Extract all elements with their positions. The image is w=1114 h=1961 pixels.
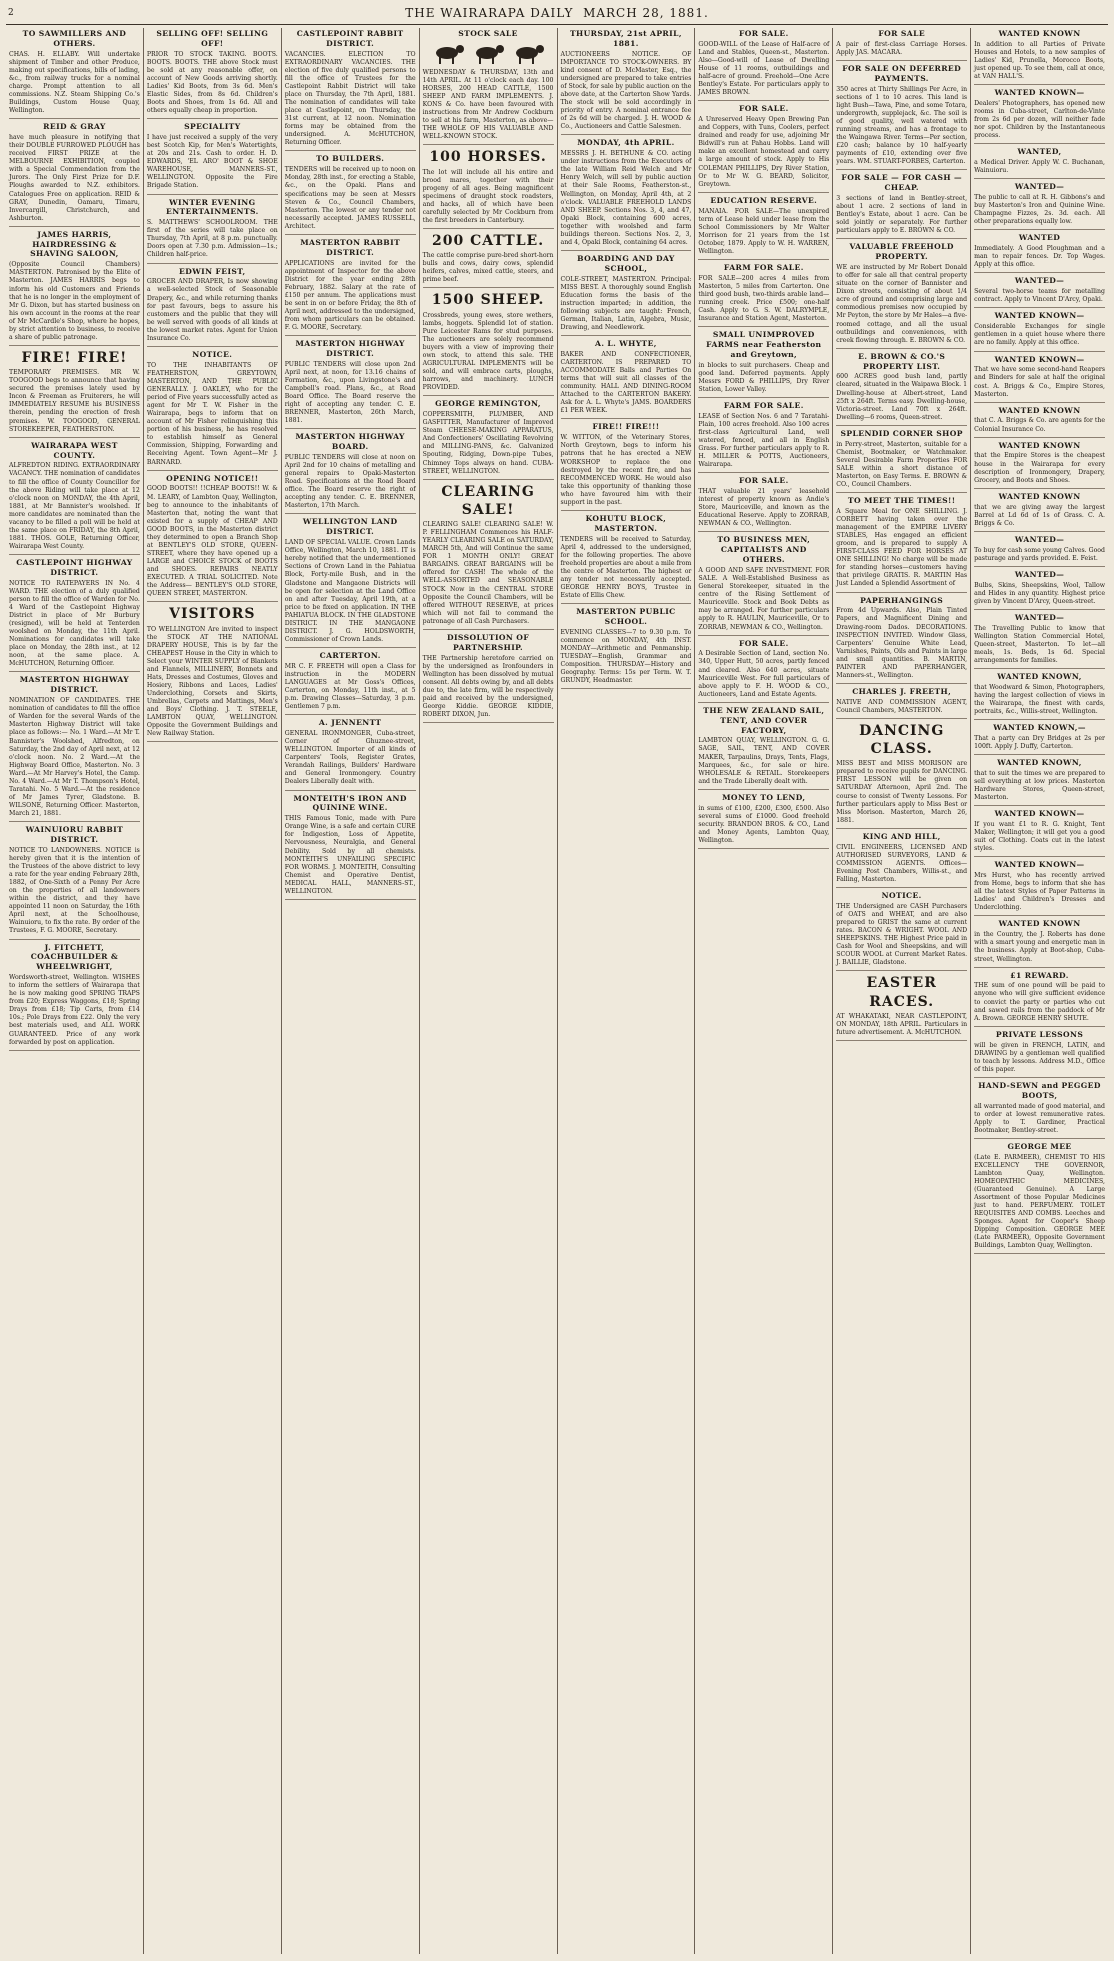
ad-heading: WAINUIORU RABBIT DISTRICT. (25, 825, 124, 844)
ad-heading: THURSDAY, 21st APRIL, 1881. (569, 29, 682, 48)
ad-body: that to suit the times we are prepared to sell everything at low prices. Masterton Hardware Stores, Queen-street, Masterton. (974, 769, 1105, 802)
ad-heading: FOR SALE. (738, 638, 789, 648)
horse-icon (431, 41, 465, 65)
ad-heading: WANTED— (1014, 276, 1065, 286)
ad-body: (Opposite Council Chambers) MASTERTON. Patronised by the Elite of Masterton. JAMES HARRIS begs to inform his old Customers and Friends that he is no longer in the employment of Mr G. Dixon, but has started business on his own account in the rooms at the rear of Mr McCardle's Shop, where he hopes, by strict attention to business, to receive a share of public patronage. (9, 261, 140, 341)
ad-heading: CASTLEPOINT HIGHWAY DISTRICT. (16, 558, 133, 577)
ad-body: THE Undersigned are CASH Purchasers of OATS and WHEAT, and are also prepared to GRIST the same at current rates. BACON & WRIGHT. WOOL AND SHEEPSKINS. THE Highest Price paid in Cash for Wool and Sheepskins, and will SCOUR WOOL at Current Market Rates. J. BAILLIE, Gladstone. (836, 902, 968, 967)
ad-body: that we are giving away the largest Barrel at Ld 6d of 1s of Grass. C. A. Briggs & Co. (974, 503, 1105, 527)
ad-heading: WANTED KNOWN (998, 29, 1081, 38)
advertisement (561, 607, 692, 689)
advertisement (285, 432, 416, 514)
ad-body: NOMINATION OF CANDIDATES. THE nomination of candidates to fill the office of Warden for the several Wards of the Masterton Highway District will take place as follows:— No. 1 Ward.—At Mr T. Bannister's Woolshed, Alfredton, on Saturday, the 2nd day of April next, at 12 o'clock noon. No. 2 Ward.—At the Highway Board Office, Masterton. No. 3 Ward.—At Mr Harvey's Hotel, the Camp. No. 4 Ward.—At Mr T. Thompson's Hotel, Taratahi. No. 5 Ward.—At the residence of Mr James Tyrer, Gladstone. B. WILSONE, Returning Officer. Masterton, March 21, 1881. (9, 697, 140, 818)
advertisement (974, 1030, 1105, 1078)
masthead (0, 4, 1114, 24)
ad-heading: FOR SALE ON DEFERRED PAYMENTS. (842, 63, 962, 83)
ad-heading: CHARLES J. FREETH, (852, 686, 952, 696)
ad-heading: WINTER EVENING ENTERTAINMENTS. (166, 197, 259, 217)
ad-heading: OPENING NOTICE!! (166, 473, 259, 483)
page-number: 2 (8, 8, 14, 18)
ad-body: have much pleasure in notifying that their DOUBLE FURROWED PLOUGH has received FIRST PRIZE at the MELBOURNE EXHIBITION, coupled with a Special Commendation from the Jurors. The Only First Prize for D.F. Ploughs awarded to N.Z. exhibitors. Catalogues Free on application. REID & GRAY, Dunedin, Oamaru, Timaru, Invercargill, Christchurch, and Ashburton. (9, 134, 140, 222)
advertisement (285, 154, 416, 234)
ad-heading: A. L. WHYTE, (595, 339, 657, 349)
ad-heading: FARM FOR SALE. (723, 262, 804, 272)
column-1 (6, 28, 144, 1954)
ad-body: Dealers' Photographers, has opened new rooms in Cuba-street, Carlton-de-Vinte from 2s 6d per dozen, will neither fade nor spot. Children by the Instantaneous process. (974, 100, 1105, 140)
column-8 (971, 28, 1108, 1954)
ad-body: 3 sections of land in Bentley-street, about 1 acre. 2 sections of land in Bentley's Estate, about 1 acre. Can be sold jointly or separately. For further particulars apply to E. BROWN & CO. (836, 195, 968, 235)
ad-body: MR C. F. FREETH will open a Class for instruction in the MODERN LANGUAGES at Mr Goss's Offices, Carterton, on Monday, 11th inst., at 5 p.m. Drawing Classes—Saturday, 3 p.m. Gentlemen 7 p.m. (284, 662, 416, 711)
advertisement (698, 29, 829, 101)
advertisement (974, 723, 1105, 755)
ad-heading: WANTED KNOWN— (994, 354, 1085, 364)
ad-heading: WANTED KNOWN (998, 919, 1081, 929)
ad-body: A GOOD AND SAFE INVESTMENT. FOR SALE. A Well-Established Business as General Storekeeper, situated in the centre of the Rising Settlement of Mauriceville. Stock and Book Debts as may be arranged. For further particulars apply to R. HAULIN, Mauriceville, Or to ZORRAB, NEWMAN & CO., Wellington. (698, 567, 830, 631)
advertisement (698, 706, 829, 790)
ad-heading: WANTED (1018, 233, 1061, 243)
ad-heading: WANTED KNOWN (998, 440, 1081, 450)
advertisement (147, 122, 278, 194)
advertisement (974, 1081, 1105, 1139)
column-6 (695, 28, 833, 1954)
advertisement (698, 793, 829, 849)
ad-body: From 4d Upwards. Also, Plain Tinted Papers, and Magnificent Dining and Drawing-room Dados. DECORATIONS. INSPECTION INVITED. Window Glass, Carpenters' Genuine White Lead, Varnishes, Paints, Oils and Paints in large and small quantities. B. MARTIN, PAINTER AND PAPERHANGER, Manners-st., Wellington. (836, 607, 968, 679)
advertisement (561, 29, 692, 135)
advertisement (423, 399, 554, 479)
ad-body: MISS BEST and MISS MORISON are prepared to receive pupils for DANCING. FIRST LESSON will be given on SATURDAY Afternoon, April 2nd. The course to consist of Twenty Lessons. For further particulars apply to Miss Best or Miss Morison. Masterton, March 26, 1881. (836, 760, 968, 824)
ad-body: Wordsworth-street, Wellington. WISHES to inform the settlers of Wairarapa that he is now making good SPRING TRAPS from £20; Express Waggons, £18; Spring Drays from £18; Tip Carts, from £14 10s.; Pole Drays from £22. Only the very best materials used, and ALL WORK GUARANTEED. Price of any work forwarded by post on application. (9, 974, 140, 1046)
advertisement (147, 474, 278, 603)
advertisement (974, 29, 1105, 85)
ad-body: a Medical Driver. Apply W. C. Buchanan, Wainuioru. (974, 159, 1105, 175)
advertisement (974, 182, 1105, 230)
ad-heading: FOR SALE. (738, 476, 789, 486)
advertisement (836, 832, 967, 888)
ad-body: S. MATTHEWS' SCHOOLROOM. THE first of the series will take place on Thursday, 7th April, at 8 p.m. punctually. Doors open at 7.30 p.m. Admission—1s.; Children half-price. (146, 219, 278, 259)
ad-heading: NOTICE. (192, 349, 233, 359)
ad-body: THIS Famous Tonic, made with Pure Orange Wine, is a safe and certain CURE for Indigestion, Loss of Appetite, Nervousness, Neuralgia, and General Debility. Sold by all chemists. MONTEITH'S UNFAILING SPECIFIC FOR WORMS. J. MONTEITH, Consulting Chemist and Operative Dentist, MEDICAL HALL, MANNERS-ST., WELLINGTON. (284, 815, 416, 895)
ad-heading: FIRE!! FIRE!!! (592, 422, 660, 432)
ad-heading: CARTERTON. (319, 651, 381, 661)
ad-heading: WANTED KNOWN, (997, 758, 1082, 768)
advertisement (561, 339, 692, 419)
ad-body: A Square Meal for ONE SHILLING. J. CORBETT having taken over the management of the EMPIRE LIVERY STABLES, Has engaged an efficient groom, and is prepared to supply A FIRST-CLASS FEED FOR HORSES AT ONE SHILLING! No charge will be made for standing horses—customers having that privilege GRATIS. R. MARTIN Has Just Landed a Splendid Assortment of (836, 507, 968, 588)
ad-heading: HAND-SEWN and PEGGED BOOTS, (978, 1080, 1101, 1100)
advertisement (147, 350, 278, 471)
advertisement (285, 238, 416, 336)
ad-heading: PRIVATE LESSONS (995, 1029, 1084, 1039)
ad-body: The public to call at R. H. Gibbons's and buy Masterton's Iron and Quinine Wine. Champagne Fizzes, 2s. 3d. each. All other preparations equally low. (974, 194, 1105, 226)
bull-icon (471, 41, 505, 65)
ad-body: The cattle comprise pure-bred short-horn bulls and cows, dairy cows, splendid heifers, calves, mixed cattle, steers, and prime beef. (422, 252, 554, 284)
advertisement (974, 147, 1105, 179)
advertisement (9, 943, 140, 1051)
advertisement (836, 496, 967, 592)
ad-body: WE are instructed by Mr Robert Donald to offer for sale all that central property situate on the corner of Bannister and Dixon streets, consisting of about 1/4 acre of ground and comprising large and commodious premises now occupied by Mr Peyton, the store by Mr Hales—a five-roomed cottage, and all the usual outbuildings and conveniences, with creek flowing through. E. BROWN & CO. (836, 264, 968, 344)
ad-heading: FOR SALE (878, 29, 926, 38)
ad-body: WEDNESDAY & THURSDAY, 13th and 14th APRIL. At 11 o'clock each day. 100 HORSES, 200 HEAD CATTLE, 1500 SHEEP AND FARM IMPLEMENTS. J. KONS & Co. have been favoured with instructions from Mr Andrew Cockburn to sell at his farm, Masterton, as above— THE WHOLE OF HIS VALUABLE AND WELL-KNOWN STOCK. (422, 68, 554, 141)
ad-body: MANAIA. FOR SALE—The unexpired term of Lease held under lease from the School Commissioners by Mr Walter Morrison for 21 years from the 1st October, 1879. Apply to W. H. WARREN, Wellington. (698, 207, 830, 255)
advertisement (561, 422, 692, 510)
advertisement (285, 29, 416, 151)
ad-body: In addition to all Parties of Private Houses and Hotels, to a new samples of Ladies' Kid, Prunella, Morocco Boots, just opened up. To see them, call at once, at VAN HALL'S. (974, 40, 1105, 81)
column-7 (833, 28, 971, 1954)
ad-body: MESSRS J. H. BETHUNE & CO. acting under instructions from the Executors of the late William Reid Welch and Mr Henry Welch, will sell by public auction at their Sale Rooms, Featherston-st., Wellington, on Monday, April 4th, at 2 o'clock. VALUABLE FREEHOLD LANDS AND SHEEP. Sections Nos. 3, 4, and 47, Opaki Block, containing 600 acres, together with woolshed and farm buildings thereon. Sections Nos. 2, 3, and 4, Opaki Block, containing 64 acres. (560, 150, 692, 246)
ad-body: AUCTIONEERS NOTICE. OF IMPORTANCE TO STOCK-OWNERS. BY kind consent of D. McMaster, Esq., the undersigned are prepared to take entries of Stock, for sale by public auction on the above date, at the Carterton Show Yards. The stock will be sold accordingly in priority of entry. A nominal entrance fee of 2s 6d will be charged. J. H. WOOD & Co., Auctioneers and Cattle Salesmen. (560, 50, 692, 131)
ad-heading: WAIRARAPA WEST COUNTY. (31, 440, 118, 460)
ad-body: PRIOR TO STOCK TAKING. BOOTS. BOOTS. BOOTS. THE above Stock must be sold at any reasonable offer, on account of New Goods arriving shortly. Ladies' Kid Boots, from 3s 6d. Men's Elastic Sides, from 8s 6d. Children's Boots and Shoes, from 1s 6d. All and others equally cheap in proportion. (146, 50, 278, 115)
ad-body: Bulbs, Skins, Sheepskins, Wool, Tallow and Hides in any quantity. Highest price given by Vincent D'Arcy, Queen-street. (974, 581, 1105, 605)
ad-heading: WANTED KNOWN (998, 405, 1081, 415)
ad-heading: VALUABLE FREEHOLD PROPERTY. (849, 242, 954, 262)
ad-body: NOTICE TO LANDOWNERS. NOTICE is hereby given that it is the intention of the Trustees of the above district to levy a rate for the year ending February 28th, 1882, of One-Sixth of a Penny Per Acre on the properties of all landowners within the district, and they have appointed 11 noon on Saturday, the 16th April next, at the Schoolhouse, Wainuioru, to fix the rate. By order of the Trustees, F. G. MOORE, Secretary. (9, 846, 140, 935)
ad-heading: EDWIN FEIST, (179, 266, 246, 276)
ad-heading: EDUCATION RESERVE. (710, 195, 818, 205)
advertisement (836, 596, 967, 684)
ad-body: EVENING CLASSES—7 to 9.30 p.m. To commence on MONDAY, 4th INST. MONDAY—Arithmetic and Penmanship. TUESDAY—English, Grammar and Composition. THURSDAY—History and Geography. Terms: 15s per Term. W. T. GRUNDY, Headmaster. (560, 628, 692, 685)
ad-body: W. WITTON, of the Veterinary Stores, North Greytown, begs to inform his patrons that he has erected a NEW WORKSHOP to replace the one destroyed by the recent fire, and has RECOMMENCED WORK. He would also take this opportunity of thanking those who have favoured him with their support in the past. (560, 434, 692, 506)
ad-heading: MASTERTON HIGHWAY DISTRICT. (19, 675, 130, 695)
advertisement (836, 173, 967, 239)
advertisement (974, 535, 1105, 567)
ad-body: Mrs Hurst, who has recently arrived from Home, begs to inform that she has all the latest Styles of Paper Patterns in Ladies' and Children's Dresses and Underclothing. (974, 872, 1105, 912)
ad-body: Crossbreds, young ewes, store wethers, lambs, hoggets. Splendid lot of station. Pure Leicester Rams for stud purposes. The auctioneers are solely recommend buyers with a view of improving their own stock, to attend this sale. THE AGRICULTURAL IMPLEMENTS will be sold, and will embrace carts, ploughs, harrows, and machinery. LUNCH PROVIDED. (422, 311, 554, 392)
advertisement (974, 492, 1105, 532)
advertisement (974, 311, 1105, 351)
ad-body: TEMPORARY PREMISES. MR W. TOOGOOD begs to announce that having secured the premises lately used by Incon & Freeman as Fruiterers, he will IMMEDIATELY RESUME his BUSINESS therein, pending the erection of fresh premises. W. TOOGOOD, GENERAL STOREKEEPER, FEATHERSTON. (9, 369, 140, 433)
columns (6, 28, 1108, 1954)
ad-heading: 100 HORSES. (429, 149, 547, 166)
ad-body: LEASE of Section Nos. 6 and 7 Taratahi-Plain, 100 acres freehold. Also 100 acres first-class Agricultural Land, well watered, fenced, and all in English Grass. For further particulars apply to R. H. MILLER & POTTS, Auctioneers, Wairarapa. (698, 412, 830, 469)
advertisement (836, 242, 967, 348)
advertisement (285, 339, 416, 429)
ad-body: VACANCIES. ELECTION TO EXTRAORDINARY VACANCIES. THE election of five duly qualified persons to fill the office of Trustees for the Castlepoint Rabbit District will take place on Thursday, the 7th April, 1881. The nomination of candidates will take place at Castlepoint, on Thursday, the 31st current, at 12 noon. Nomination forms may be obtained from the undersigned. A. McHUTCHON, Returning Officer. (284, 50, 416, 147)
ad-heading: VISITORS (169, 606, 256, 623)
ad-body: Considerable Exchanges for single gentlemen in a quiet house where there are no family. Apply at this office. (974, 323, 1105, 347)
advertisement (9, 29, 140, 119)
ad-heading: STOCK SALE (458, 29, 518, 38)
ad-body: APPLICATIONS are invited for the appointment of Inspector for the above District for the year ending 28th February, 1882. Salary at the rate of £150 per annum. The applications must be sent in on or before Friday, the 8th of April next, addressed to the undersigned, from whom particulars can be obtained. F. G. MOORE, Secretary. (284, 259, 416, 332)
ad-body: will be given in FRENCH, LATIN, and DRAWING by a gentleman well qualified to teach by lessons. Address M.D., Office of this paper. (974, 1041, 1105, 1073)
ad-heading: DANCING CLASS. (859, 722, 945, 758)
ad-body: BAKER AND CONFECTIONER, CARTERTON. IS PREPARED TO ACCOMMODATE Balls and Parties On terms that will suit all classes of the community. HALL AND DINING-ROOM Attached to the CARTERTON BAKERY. Ask for A. L. Whyte's JAMS. BOARDERS £1 PER WEEK. (560, 350, 692, 415)
advertisement (974, 355, 1105, 403)
ad-heading: GEORGE REMINGTON, (435, 399, 541, 409)
ad-body: ALFREDTON RIDING. EXTRAORDINARY VACANCY. THE nomination of candidates to fill the office of County Councillor for the above Riding will take place at 12 o'clock noon on MONDAY, the 4th April, 1881, at Mr Bannister's woolshed. If more candidates are nominated than the vacancy to be filled a poll will be held at the same place on FRIDAY, the 8th April, 1881. THOS. GOLE, Returning Officer, Wairarapa West County. (9, 462, 140, 550)
advertisement (974, 406, 1105, 438)
ad-heading: REID & GRAY (43, 122, 106, 132)
advertisement (423, 291, 554, 396)
issue-date: MARCH 28, 1881. (583, 6, 709, 20)
ad-body: COPPERSMITH, PLUMBER, AND GASFITTER, Manufacturer of Improved Steam CHEESE-MAKING APPARATUS, And Confectioners' Oscillating Revolving and MILLING-PANS, &c. Galvanized Spouting, Ridging, Down-pipe Tubes, Chimney Tops always on hand. CUBA-STREET, WELLINGTON. (422, 411, 554, 475)
ad-heading: KOHUTU BLOCK, MASTERTON. (585, 513, 667, 533)
ad-body: GOOD BOOTS!! !!CHEAP BOOTS!! W. & M. LEARY, of Lambton Quay, Wellington, beg to announce to the inhabitants of Masterton that, noting the want that existed for a supply of CHEAP AND GOOD BOOTS, in the Masterton district they determined to open a Branch Shop at BENTLEY'S OLD STORE, QUEEN-STREET, where they have opened up a LARGE and CHOICE STOCK of BOOTS and SHOES. REPAIRS NEATLY EXECUTED. A TRIAL SOLICITED. Note the Address— BENTLEY'S OLD STORE, QUEEN STREET, MASTERTON. (146, 485, 278, 598)
ad-heading: 1500 SHEEP. (431, 292, 545, 309)
advertisement (9, 441, 140, 555)
ad-heading: WANTED, (1017, 147, 1062, 157)
ad-body: That we have some second-hand Reapers and Binders for sale at half the original cost. A. Briggs & Co., Empire Stores, Masterton. (974, 366, 1105, 398)
advertisement (698, 476, 829, 532)
ad-heading: WANTED KNOWN, (997, 671, 1082, 681)
ad-heading: SPECIALITY (184, 122, 241, 132)
ad-body: If you want £1 to R. G. Knight, Tent Maker, Wellington; it will get you a good suit of Clothing. Coats cut in the latest styles. (974, 821, 1105, 853)
ad-heading: WANTED KNOWN— (994, 88, 1085, 98)
ad-heading: MONDAY, 4th APRIL. (577, 138, 675, 148)
ad-heading: DISSOLUTION OF PARTNERSHIP. (447, 632, 530, 652)
ad-body: 350 acres at Thirty Shillings Per Acre, in sections of 1 to 10 acres. This land is light Bush—Tawa, Pine, and some Totara, undergrowth, supplejack, &c. The soil is of good quality, well watered with running streams, and has a frontage to the Waingawa River. Terms—Per section, £20 cash; balance by 10 half-yearly payments of £10, extending over five years. WM. STUART-FORBES, Carterton. (836, 85, 968, 166)
newspaper-title: THE WAIRARAPA DAILY MARCH 28, 1881. (405, 6, 709, 20)
advertisement (147, 198, 278, 264)
advertisement (9, 558, 140, 672)
ad-body: To buy for cash some young Calves. Good pasturage and yards provided. E. Feist. (974, 546, 1105, 562)
ad-body: that C. A. Briggs & Co. are agents for the Colonial Insurance Co. (974, 417, 1105, 433)
advertisement (423, 483, 554, 630)
ad-heading: £1 REWARD. (1010, 970, 1069, 980)
advertisement (9, 675, 140, 822)
advertisement (698, 639, 829, 703)
ad-body: that Woodward & Simon, Photographers, having the largest collection of views in the Wairarapa, the finest with cards, portraits, &c., Willis-street, Wellington. (974, 683, 1105, 716)
advertisement (561, 514, 692, 604)
advertisement (147, 605, 278, 742)
ad-heading: JAMES HARRIS, HAIRDRESSING & SHAVING SALOON, (30, 229, 119, 259)
ad-heading: MASTERTON HIGHWAY BOARD. (295, 432, 405, 452)
ad-body: GENERAL IRONMONGER, Cuba-street, Corner of Ghuznee-street, WELLINGTON. Importer of all kinds of Carpenters' Tools, Register Grates, Verandah Railings, Builders' Hardware and General Ironmongery. Country Dealers Liberally dealt with. (284, 730, 416, 786)
column-2 (144, 28, 282, 1954)
advertisement (836, 891, 967, 971)
ad-body: CHAS. H. ELLABY. Will undertake shipment of Timber and other Produce, making out specifications, bills of lading, &c., from railway trucks for a nominal charge. Prompt attention to all commissions. N.Z. Steam Shipping Co.'s Buildings, Custom House Quay, Wellington. (9, 50, 140, 115)
ad-heading: WANTED KNOWN— (994, 809, 1085, 819)
advertisement (836, 429, 967, 493)
ad-heading: FIRE! FIRE! (21, 349, 128, 366)
ad-body: TO WELLINGTON Are invited to inspect the STOCK AT THE NATIONAL DRAPERY HOUSE, This is by far the CHEAPEST House in the City in which to Select your WINTER SUPPLY of Blankets and Flannels, MILLINERY, Bonnets and Hats, Dresses and Costumes, Gloves and Hosiery, Ribbons and Laces, Ladies' Underclothing, Corsets and Skirts, Umbrellas, Carpets and Mattings, Men's and Boys' Clothing. J. T. STEELE, LAMBTON QUAY, WELLINGTON. Opposite the Government Buildings and New Railway Station. (146, 625, 278, 738)
advertisement (974, 570, 1105, 610)
advertisement (561, 254, 692, 336)
ad-body: COLE-STREET, MASTERTON. Principal: MISS BEST. A thoroughly sound English Education forms the basis of the instruction imparted; in addition, the following subjects are taught: French, German, Italian, Latin, Algebra, Music, Drawing, and Needlework. (560, 275, 692, 332)
advertisement (698, 263, 829, 327)
advertisement (698, 535, 829, 635)
ad-heading: MONEY TO LEND, (722, 792, 806, 802)
advertisement (974, 672, 1105, 720)
ad-heading: J. FITCHETT, COACHBUILDER & WHEELWRIGHT, (30, 942, 119, 972)
masthead-rule (6, 24, 1108, 25)
ram-icon (511, 41, 545, 65)
advertisement (285, 651, 416, 715)
ad-body: in the Country, the J. Roberts has done with a smart young and energetic man in the business. Apply at Boot-shop, Cuba-street, Wellington. (974, 931, 1105, 963)
advertisement (974, 860, 1105, 916)
advertisement (9, 122, 140, 227)
ad-body: A pair of first-class Carriage Horses. Apply JAS. MACARA. (836, 40, 968, 56)
advertisement (974, 971, 1105, 1027)
ad-heading: A. JENNENTT (318, 718, 382, 728)
ad-body: A Desirable Section of Land, section No. 340, Upper Hutt, 50 acres, partly fenced and cleared. Also 640 acres, situate Mauriceville West. For full particulars of above apply to F. H. WOOD & CO., Auctioneers, Land and Estate Agents. (698, 650, 830, 698)
ad-body: NATIVE AND COMMISSION AGENT, Council Chambers, MASTERTON. (836, 698, 968, 714)
ad-body: I have just received a supply of the very best Scotch Kip, for Men's Watertights, at 20s and 21s. Cash to order. H. D. EDWARDS, 'EL ARO' BOOT & SHOE WAREHOUSE, MANNERS-ST., WELLINGTON. Opposite the Fire Brigade Station. (146, 134, 278, 190)
ad-heading: WANTED— (1014, 612, 1065, 622)
ad-body: (Late E. PARMEER), CHEMIST TO HIS EXCELLENCY THE GOVERNOR, Lambton Quay, Wellington. HOMEOPATHIC MEDICINES, (Guaranteed Genuine). A Large Assortment of those Popular Medicines just to hand. PERFUMERY. TOILET REQUISITES AND COMBS. Leeches and Sponges. Agent for Cooper's Sheep Dipping Composition. GEORGE MEE (Late PARMEER), Opposite Government Buildings, Lambton Quay, Wellington. (974, 1153, 1105, 1250)
advertisement (836, 352, 967, 426)
advertisement (285, 517, 416, 648)
ad-heading: SMALL UNIMPROVED FARMS near Featherston and Greytown, (706, 330, 822, 359)
ad-body: that the Empire Stores is the cheapest house in the Wairarapa for every description of Ironmongery, Drapery, Grocery, and Boots and Shoes. (974, 452, 1105, 484)
advertisement (423, 633, 554, 723)
advertisement (836, 722, 967, 829)
advertisement (698, 401, 829, 473)
ad-body: AT WHAKATAKI, NEAR CASTLEPOINT, ON MONDAY, 18th APRIL. Particulars in future advertisement. A. McHUTCHON. (836, 1012, 968, 1036)
advertisement (698, 330, 829, 398)
advertisement (836, 64, 967, 170)
ad-body: A Unreserved Heavy Open Brewing Pan and Coppers, with Tuns, Coolers, perfect drained and ready for use, adjoining Mr Bidwill's run at Pahau Hobbs. Land will make an excellent homestead and carry a large amount of stock. Apply to His COLEMAN PHILLIPS, Dry River Station, Or to Mr W. G. BEARD, Solicitor, Greytown. (698, 116, 830, 188)
advertisement (9, 349, 140, 438)
advertisement (974, 441, 1105, 489)
ad-body: all warranted made of good material, and to order at lowest remunerative rates. Apply to T. Gardiner, Practical Bootmaker, Bentley-street. (974, 1102, 1105, 1134)
ad-body: NOTICE TO RATEPAYERS IN No. 4 WARD. THE election of a duly qualified person to fill the office of Warden for No. 4 Ward of the Castlepoint Highway District in place of Mr Burbury (resigned), will be held at Tenterden woolshed on Monday, the 11th April. Nominations for candidates will take place on Monday, the 28th inst., at 12 noon, at the same place. A. McHUTCHON, Returning Officer. (9, 579, 140, 668)
ad-heading: WANTED KNOWN (998, 491, 1081, 501)
advertisement (974, 88, 1105, 144)
ad-body: That a party can Dry Bridges at 2s per 100ft. Apply J. Duffy, Carterton. (974, 734, 1105, 750)
advertisement (9, 230, 140, 346)
advertisement (423, 148, 554, 229)
livestock-engraving (423, 41, 554, 67)
ad-heading: WANTED— (1014, 182, 1065, 192)
advertisement (974, 613, 1105, 669)
ad-body: GROCER AND DRAPER, Is now showing a well-selected Stock of Seasonable Drapery, &c., and while returning thanks for past favours, begs to assure his customers and the public that they will be well served with goods of all kinds at the lowest market rates. Agent for Union Insurance Co. (146, 278, 278, 342)
ad-body: LAMBTON QUAY, WELLINGTON. G. G. SAGE, SAIL, TENT, AND COVER MAKER, Tarpaulins, Drays, Tents, Flags, Marquees, &c., for sale or hire. WHOLESALE & RETAIL. Storekeepers and the Trade Liberally dealt with. (698, 737, 830, 785)
ad-heading: FOR SALE — FOR CASH — CHEAP. (841, 173, 962, 193)
ad-body: PUBLIC TENDERS will close at noon on April 2nd for 10 chains of metalling and general repairs to Opaki-Masterton Road. Specifications at the Road Board office. The Board reserve the right of accepting any tender. C. E. BRENNER, Masterton, 17th March. (284, 454, 416, 510)
ad-heading: GEORGE MEE (1007, 1141, 1072, 1151)
ad-heading: WANTED KNOWN— (994, 311, 1085, 321)
ad-body: in Perry-street, Masterton, suitable for a Chemist, Bootmaker, or Watchmaker. Several Desirable Farm Properties FOR SALE within a short distance of Masterton, on Easy Terms. E. BROWN & CO., Council Chambers. (836, 440, 968, 488)
ad-heading: CASTLEPOINT RABBIT DISTRICT. (296, 29, 404, 48)
ad-body: GOOD-WILL of the Lease of Half-acre of Land and Stables, Queen-st., Masterton. Also—Good-will of Lease of Dwelling House of 11 rooms, outbuildings and half-acre of ground. Freehold—One Acre Bentley's Estate. For particulars apply to JAMES BROWN. (698, 40, 830, 97)
ad-heading: SELLING OFF! SELLING OFF! (156, 29, 269, 48)
ad-body: 600 ACRES good bush land, partly cleared, situated in the Waipawa Block. 1 Dwelling-house at Albert-street, Land 25ft x 264ft. Terms easy. Dwelling-house, Victoria-street. Land 70ft x 264ft. Dwelling—6 rooms, Queen-street. (836, 373, 968, 421)
ad-body: Several two-horse teams for metalling contract. Apply to Vincent D'Arcy, Opaki. (974, 288, 1105, 304)
ad-body: The lot will include all his entire and brood mares, together with their progeny of all ages. Being magnificent specimens of draught stock roadsters, and hacks, all of which have been carefully selected by Mr Cockburn from the first breeders in Canterbury. (422, 168, 554, 224)
ad-heading: BOARDING AND DAY SCHOOL, (577, 253, 675, 273)
ad-heading: WELLINGTON LAND DISTRICT. (302, 517, 398, 537)
ad-body: THE Partnership heretofore carried on by the undersigned as Ironfounders in Wellington has been dissolved by mutual consent. All debts owing by, and all debts due to, the late firm, will be respectively paid and received by the undersigned, George Kiddie. GEORGE KIDDIE, ROBERT DIXON, Jun. (422, 654, 554, 718)
advertisement (974, 276, 1105, 308)
advertisement (423, 232, 554, 288)
advertisement (698, 104, 829, 192)
ad-heading: MASTERTON PUBLIC SCHOOL. (576, 607, 676, 626)
ad-heading: WANTED KNOWN,— (993, 723, 1086, 733)
ad-heading: WANTED— (1014, 569, 1065, 579)
ad-heading: WANTED— (1014, 534, 1065, 544)
ad-body: LAND OF SPECIAL VALUE. Crown Lands Office, Wellington, March 10, 1881. IT is hereby notified that the undermentioned Sections of Crown Land in the Pahiatua Block, Forty-mile Bush, and in the Gladstone and Mangaone Districts will be open for selection at the Land Office on and after Tuesday, April 19th, at a price to be fixed on application. IN THE PAHIATUA BLOCK. IN THE GLADSTONE DISTRICT. IN THE MANGAONE DISTRICT. J. G. HOLDSWORTH, Commissioner of Crown Lands. (284, 539, 416, 643)
ad-body: CLEARING SALE! CLEARING SALE! W. P. FELLINGHAM Commences his HALF-YEARLY CLEARING SALE on SATURDAY, MARCH 5th, And will Continue the same FOR 1 MONTH ONLY! GREAT BARGAINS. GREAT BARGAINS will be offered for CASH! The whole of the WELL-ASSORTED and SEASONABLE STOCK Now in the CENTRAL STORE Opposite the Council Chambers, will be offered WITHOUT RESERVE, at prices which will not fail to command the patronage of all Cash Purchasers. (422, 521, 554, 625)
ad-heading: CLEARING SALE! (441, 483, 535, 518)
ad-heading: SPLENDID CORNER SHOP (840, 428, 963, 438)
ad-body: FOR SALE—200 acres 4 miles from Masterton, 5 miles from Carterton. One third good bush, two-thirds arable land—running creek. Price £500; one-half Cash. Apply to G. S. W. DALRYMPLE, Insurance and Station Agent, Masterton. (698, 274, 830, 323)
ad-heading: TO BUSINESS MEN, CAPITALISTS AND OTHERS. (717, 535, 811, 565)
advertisement (147, 267, 278, 347)
advertisement (974, 233, 1105, 273)
ad-body: CIVIL ENGINEERS, LICENSED AND AUTHORISED SURVEYORS, LAND & COMMISSION AGENTS. Offices—Evening Post Chambers, Willis-st., and Falling, Masterton. (836, 843, 968, 883)
ad-heading: MASTERTON HIGHWAY DISTRICT. (295, 339, 405, 358)
advertisement (974, 1142, 1105, 1255)
advertisement (698, 196, 829, 260)
column-4 (420, 28, 558, 1954)
advertisement (561, 138, 692, 251)
advertisement (836, 687, 967, 719)
ad-body: THAT valuable 21 years' leasehold interest of property known as Andie's Store, Mauriceville, and known as the Educational Reserve. Apply to ZORRAB, NEWMAN & CO., Wellington. (698, 488, 830, 528)
ad-heading: FOR SALE. (738, 29, 789, 38)
advertisement (836, 974, 967, 1041)
ad-body: TENDERS will be received to Saturday, April 4, addressed to the undersigned, for the following properties. The above freehold properties are about a mile from the centre of Masterton. The highest or any tender not necessarily accepted. GEORGE HENRY BOYS, Trustee in Estate of Ellis Chew. (560, 535, 692, 600)
ad-heading: 200 CATTLE. (432, 233, 545, 250)
ad-body: THE sum of one pound will be paid to anyone who will give sufficient evidence to convict the party or parties who cut and sawed rails from the paddock of Mr A. Brown. GEORGE HENRY SHUTE. (974, 982, 1105, 1022)
ad-heading: PAPERHANGINGS (860, 595, 944, 605)
ad-heading: THE NEW ZEALAND SAIL, TENT, AND COVER FACTORY, (703, 705, 825, 735)
ad-heading: TO MEET THE TIMES!! (847, 496, 956, 506)
ad-heading: FARM FOR SALE. (723, 401, 804, 411)
advertisement (285, 794, 416, 900)
ad-heading: TO SAWMILLERS AND OTHERS. (22, 29, 127, 48)
ad-body: Immediately. A Good Ploughman and a man to repair fences. Dr. Top Wages. Apply at this office. (974, 245, 1105, 269)
column-5 (558, 28, 696, 1954)
advertisement (836, 29, 967, 61)
ad-body: in sums of £100, £200, £300, £500. Also several sums of £1000. Good freehold security. BRANDON BROS. & CO., Land and Money Agents, Lambton Quay, Wellington. (698, 804, 830, 844)
ad-body: TENDERS will be received up to noon on Monday, 28th inst., for erecting a Stable, &c., on the Opaki. Plans and specifications may be seen at Messrs Steven & Co., Council Chambers, Masterton. The lowest or any tender not necessarily accepted. JAMES RUSSELL, Architect. (284, 166, 416, 230)
ad-body: TO THE INHABITANTS OF FEATHERSTON, GREYTOWN, MASTERTON, AND THE PUBLIC GENERALLY. J. OAKLEY, who for the period of Five years successfully acted as agent for Mr T. W. Fisher in the Wairarapa, begs to inform that on account of Mr Fisher relinquishing this portion of his business, he has resolved to establish himself as General Commission, Shipping, Forwarding and Receiving Agent. Town Agent—Mr J. BARNARD. (146, 361, 278, 466)
ad-heading: NOTICE. (881, 890, 922, 900)
advertisement (285, 718, 416, 790)
advertisement (423, 29, 554, 145)
ad-heading: KING AND HILL, (862, 831, 941, 841)
ad-heading: FOR SALE. (738, 104, 789, 114)
ad-heading: EASTER RACES. (866, 975, 937, 1010)
advertisement (974, 758, 1105, 806)
advertisement (147, 29, 278, 119)
advertisement (9, 825, 140, 939)
ad-body: in blocks to suit purchasers. Cheap and good land. Deferred payments. Apply Messrs FORD & PHILLIPS, Dry River Station, Lower Valley. (698, 361, 830, 393)
ad-heading: E. BROWN & CO.'S PROPERTY LIST. (858, 351, 946, 371)
ad-body: The Travelling Public to know that Wellington Station Commercial Hotel, Queen-street, Masterton. To let—all meals, 1s. Beds, 1s 6d. Special arrangements for families. (974, 624, 1105, 664)
advertisement (974, 919, 1105, 967)
advertisement (974, 809, 1105, 857)
ad-heading: MONTEITH'S IRON AND QUININE WINE. (293, 793, 407, 813)
ad-heading: MASTERTON RABBIT DISTRICT. (300, 237, 401, 257)
ad-heading: WANTED KNOWN— (994, 860, 1085, 870)
ad-heading: TO BUILDERS. (316, 154, 385, 164)
column-3 (282, 28, 420, 1954)
ad-body: PUBLIC TENDERS will close upon 2nd April next, at noon, for 13.16 chains of Formation, &c., upon Livingstone's and Campbell's road. Plans, &c., at Road Board Office. The Board reserve the right of accepting any tender. C. E. BRENNER, Masterton, 26th March, 1881. (284, 360, 416, 425)
